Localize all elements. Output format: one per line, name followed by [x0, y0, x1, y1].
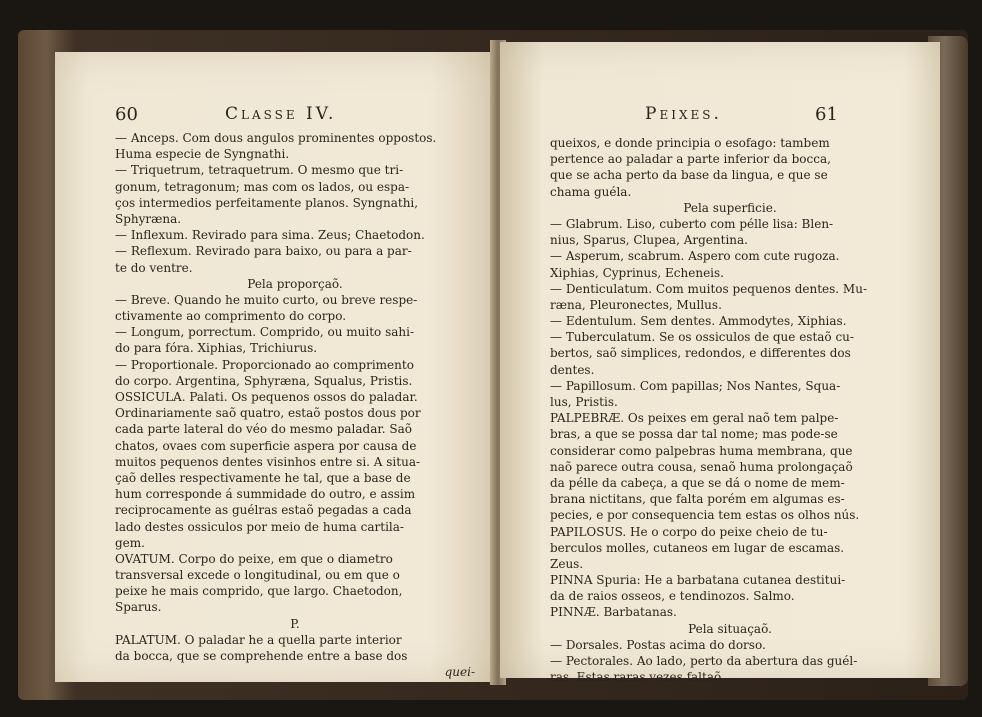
text-line: Ven-: [883, 686, 910, 701]
text-line: — Proportionale. Proporcionado ao comprimento: [115, 357, 414, 372]
text-line: da bocca, que se comprehende entre a base dos: [115, 649, 408, 663]
text-line: Sparus.: [115, 600, 162, 615]
text-line: — Inflexum. Revirado para sima. Zeus; Chaetodon.: [115, 228, 425, 243]
text-line: lus, Pristis.: [550, 395, 618, 409]
right-running-title: Peixes.: [645, 104, 722, 124]
text-line: bertos, saõ simplices, redondos, e differentes dos: [550, 346, 851, 361]
right-page: [500, 42, 940, 701]
text-line: — Tuberculatum. Se os ossiculos de que estaõ cu-: [550, 330, 854, 345]
text-line: PALATUM. O paladar he a quella parte interior: [115, 632, 402, 647]
text-line: — Anceps. Com dous angulos prominentes oppostos.: [115, 131, 437, 145]
text-line: PINNA Spuria: He a barbatana cutanea destitui-: [550, 573, 846, 588]
text-line: PAPILOSUS. He o corpo do peixe cheio de tu-: [550, 524, 828, 539]
text-line: pertence ao paladar a parte inferior da bocca,: [550, 152, 831, 167]
text-line: do para fóra. Xiphias, Trichiurus.: [115, 341, 318, 356]
text-line: — Reflexum. Revirado para baixo, ou para a par-: [115, 244, 412, 259]
text-line: — Papillosum. Com papillas; Nos Nantes, Squa-: [550, 378, 841, 393]
text-line: gonum, tetragonum; mas com os lados, ou espa-: [115, 179, 410, 194]
text-line: hum corresponde á summidade do outro, e assim: [115, 487, 416, 502]
text-line: — Pectorales. Ao lado, perto da abertura das guél-: [550, 654, 858, 668]
text-line: OSSICULA. Palati. Os pequenos ossos do paladar.: [115, 390, 418, 404]
text-line: considerar como palpebras huma membrana, que: [550, 443, 853, 458]
text-line: — Edentulum. Sem dentes. Ammodytes, Xiphias.: [550, 314, 847, 329]
text-line: — Longum, porrectum. Comprido, ou muito sahi-: [115, 325, 414, 340]
text-line: pecies, e por consequencia tem estas os olhos nús.: [550, 508, 860, 523]
text-line: ctivamente ao comprimento do corpo.: [115, 309, 347, 324]
text-line: Huma especie de Syngnathi.: [115, 147, 290, 162]
text-line: gem.: [115, 535, 145, 550]
text-line: te do ventre.: [115, 260, 193, 275]
text-line: da de raios osseos, e tendinozos. Salmo.: [550, 589, 795, 604]
left-running-title: Classe IV.: [225, 104, 337, 124]
text-line: peixe he mais comprido, que largo. Chaetodon,: [115, 584, 403, 599]
text-line: ços intermedios perfeitamente planos. Syngnathi,: [115, 195, 419, 210]
text-line: queixos, e donde principia o esofago: tambem: [550, 136, 830, 150]
text-line: Xiphias, Cyprinus, Echeneis.: [550, 265, 724, 280]
text-line: — Triquetrum, tetraquetrum. O mesmo que tri-: [115, 163, 404, 178]
text-line: ræna, Pleuronectes, Mullus.: [550, 297, 722, 312]
text-line: da pélle da cabeça, a que se dá o nome de mem-: [550, 475, 845, 490]
text-line: PINNÆ. Barbatanas.: [550, 605, 677, 620]
text-line: Pela situaçaõ.: [688, 621, 772, 636]
text-line: — Glabrum. Liso, cuberto com pélle lisa: Blen-: [550, 216, 834, 231]
text-line: Zeus.: [550, 556, 584, 571]
text-line: chatos, ovaes com superficie aspera por causa de: [115, 438, 417, 453]
text-line: nius, Sparus, Clupea, Argentina.: [550, 233, 748, 248]
text-line: lado destes ossiculos por meio de huma cartila-: [115, 519, 404, 534]
text-line: naõ parece outra cousa, senaõ huma prolongaçaõ: [550, 459, 853, 474]
text-line: Pela superficie.: [683, 200, 777, 215]
right-page-number: 61: [815, 104, 838, 125]
text-line: Pela proporçaõ.: [247, 276, 343, 291]
text-line: Ordinariamente saõ quatro, estaõ postos dous por: [115, 406, 421, 421]
text-line: transversal excede o longitudinal, ou em que o: [115, 568, 400, 583]
text-line: cada parte lateral do véo do mesmo paladar. Saõ: [115, 422, 413, 437]
text-line: — Dorsales. Postas acima do dorso.: [550, 637, 766, 652]
text-line: P.: [290, 616, 300, 631]
text-line: — Breve. Quando he muito curto, ou breve respe-: [115, 292, 418, 307]
right-page-text: [550, 135, 910, 702]
text-line: que se acha perto da base da lingua, e que se: [550, 168, 828, 183]
text-line: brana nictitans, que falta porém em algumas es-: [550, 492, 845, 507]
text-line: OVATUM. Corpo do peixe, em que o diametro: [115, 551, 393, 566]
text-line: — Asperum, scabrum. Aspero com cute rugoza.: [550, 249, 840, 264]
text-line: çaõ delles respectivamente he tal, que a base de: [115, 470, 411, 485]
text-line: berculos molles, cutaneos em lugar de escamas.: [550, 540, 845, 555]
text-line: reciprocamente as guélras estaõ pegadas a cada: [115, 503, 412, 518]
text-line: do corpo. Argentina, Sphyræna, Squalus, Pristis.: [115, 373, 413, 388]
text-line: — Denticulatum. Com muitos pequenos dentes. Mu-: [550, 281, 868, 296]
text-line: bras, a que se possa dar tal nome; mas pode-se: [550, 427, 838, 442]
text-line: chama guéla.: [550, 184, 632, 199]
left-page-number: 60: [115, 104, 138, 125]
left-page-text: [115, 130, 475, 680]
text-line: ras. Estas raras vezes faltaõ.: [550, 670, 725, 685]
left-page: [55, 52, 495, 682]
text-line: dentes.: [550, 362, 595, 377]
text-line: PALPEBRÆ. Os peixes em geral naõ tem palpe-: [550, 411, 839, 426]
text-line: quei-: [444, 665, 475, 680]
text-line: Sphyræna.: [115, 211, 182, 226]
text-line: muitos pequenos dentes visinhos entre si. A situa-: [115, 454, 421, 469]
